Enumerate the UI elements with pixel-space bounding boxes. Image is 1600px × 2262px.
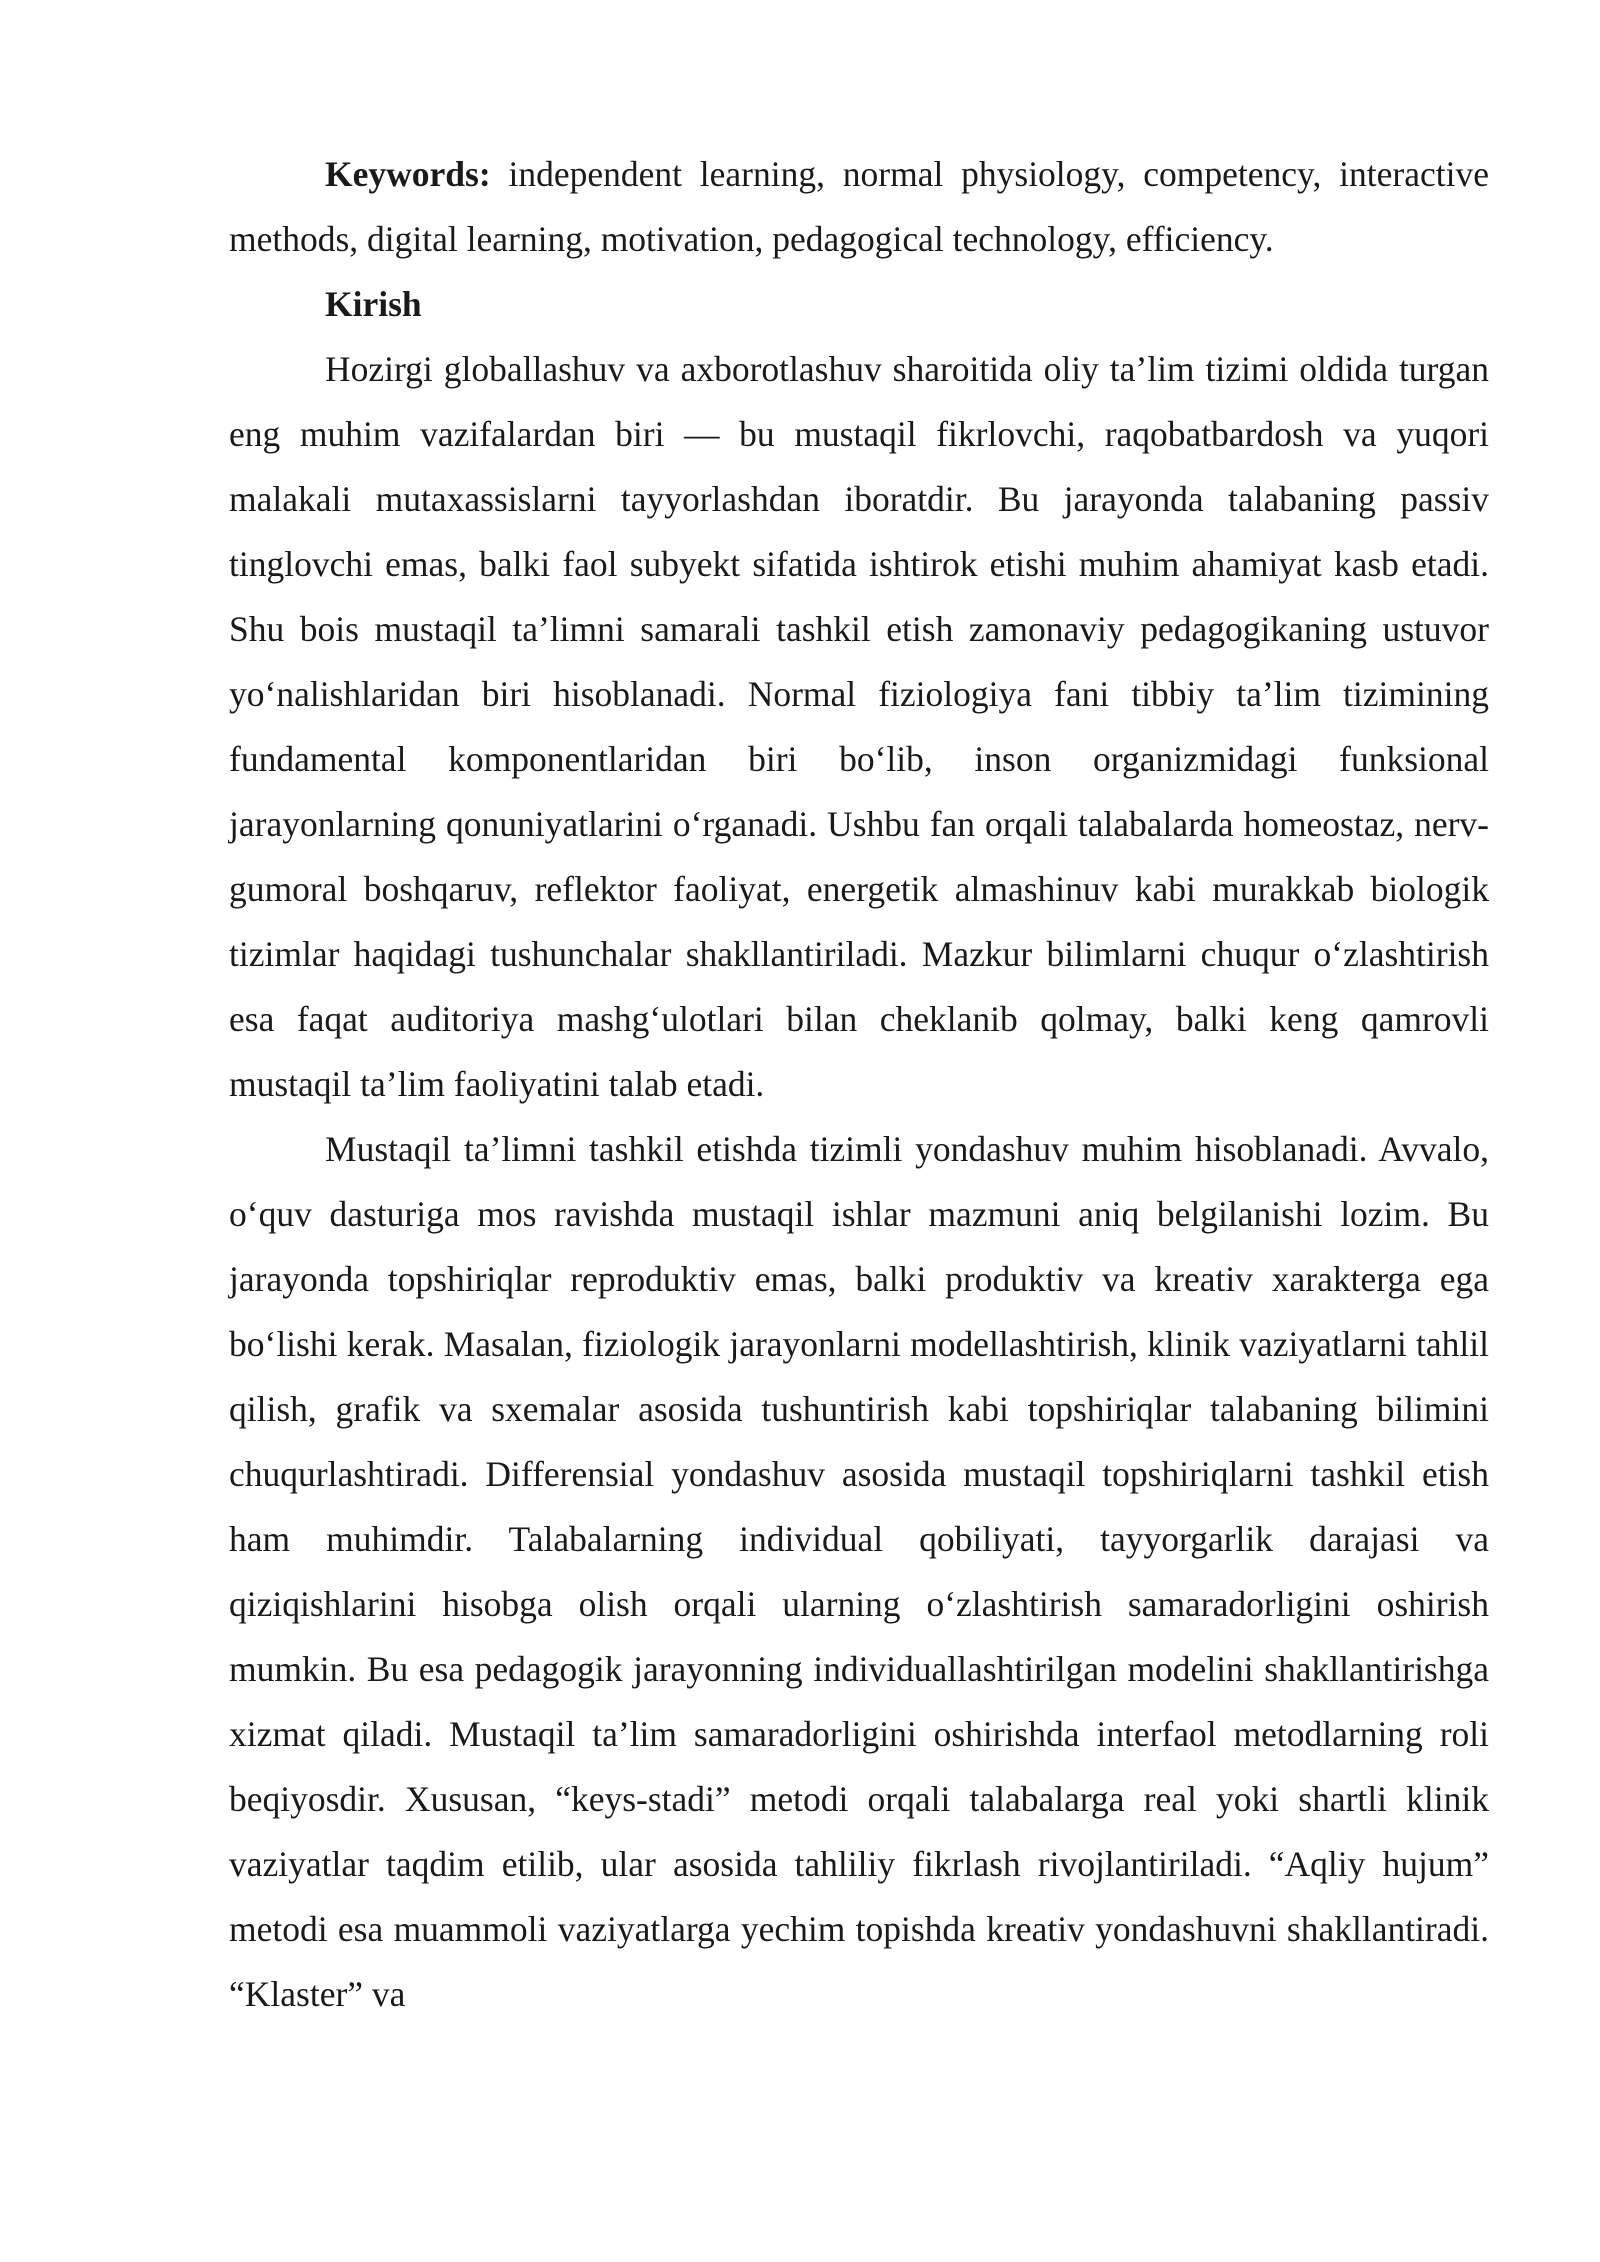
section-heading: Kirish [325,284,422,324]
body-paragraph-2: Mustaqil ta’limni tashkil etishda tizimli yondashuv muhim hisoblanadi. Avvalo, o‘quv dasturiga mos ravishda mustaqil ishlar mazmuni aniq belgilanishi lozim. Bu jarayonda topshiriqlar reproduktiv emas, balki produktiv va kreativ xarakterga ega bo‘lishi kerak. Masalan, fiziologik jarayonlarni modellashtirish, klinik vaziyatlarni tahlil qilish, grafik va sxemalar asosida tushuntirish kabi topshiriqlar talabaning bilimini chuqurlashtiradi. Differensial yondashuv asosida mustaqil topshiriqlarni tashkil etish ham muhimdir. Talabalarning individual qobiliyati, tayyorgarlik darajasi va qiziqishlarini hisobga olish orqali ularning o‘zlashtirish samaradorligini oshirish mumkin. Bu esa pedagogik jarayonning individuallashtirilgan modelini shakllantirishga xizmat qiladi. Mustaqil ta’lim samaradorligini oshirishda interfaol metodlarning roli beqiyosdir. Xususan, “keys-stadi” metodi orqali talabalarga real yoki shartli klinik vaziyatlar taqdim etilib, ular asosida tahliliy fikrlash rivojlantiriladi. “Aqliy hujum” metodi esa muammoli vaziyatlarga yechim topishda kreativ yondashuvni shakllantiradi. “Klaster” va [229,1129,1489,2014]
keywords-text: independent learning, normal physiology, competency, interactive methods, digital learning, motivation, pedagogical technology, efficiency. [229,154,1489,259]
document-page [229,142,1489,2027]
body-paragraph-1: Hozirgi globallashuv va axborotlashuv sharoitida oliy ta’lim tizimi oldida turgan eng muhim vazifalardan biri — bu mustaqil fikrlovchi, raqobatbardosh va yuqori malakali mutaxassislarni tayyorlashdan iboratdir. Bu jarayonda talabaning passiv tinglovchi emas, balki faol subyekt sifatida ishtirok etishi muhim ahamiyat kasb etadi. Shu bois mustaqil ta’limni samarali tashkil etish zamonaviy pedagogikaning ustuvor yo‘nalishlaridan biri hisoblanadi. Normal fiziologiya fani tibbiy ta’lim tizimining fundamental komponentlaridan biri bo‘lib, inson organizmidagi funksional jarayonlarning qonuniyatlarini o‘rganadi. Ushbu fan orqali talabalarda homeostaz, nerv-gumoral boshqaruv, reflektor faoliyat, energetik almashinuv kabi murakkab biologik tizimlar haqidagi tushunchalar shakllantiriladi. Mazkur bilimlarni chuqur o‘zlashtirish esa faqat auditoriya mashg‘ulotlari bilan cheklanib qolmay, balki keng qamrovli mustaqil ta’lim faoliyatini talab etadi. [229,349,1489,1104]
keywords-paragraph [229,142,1489,272]
keywords-label: Keywords: [325,154,491,194]
